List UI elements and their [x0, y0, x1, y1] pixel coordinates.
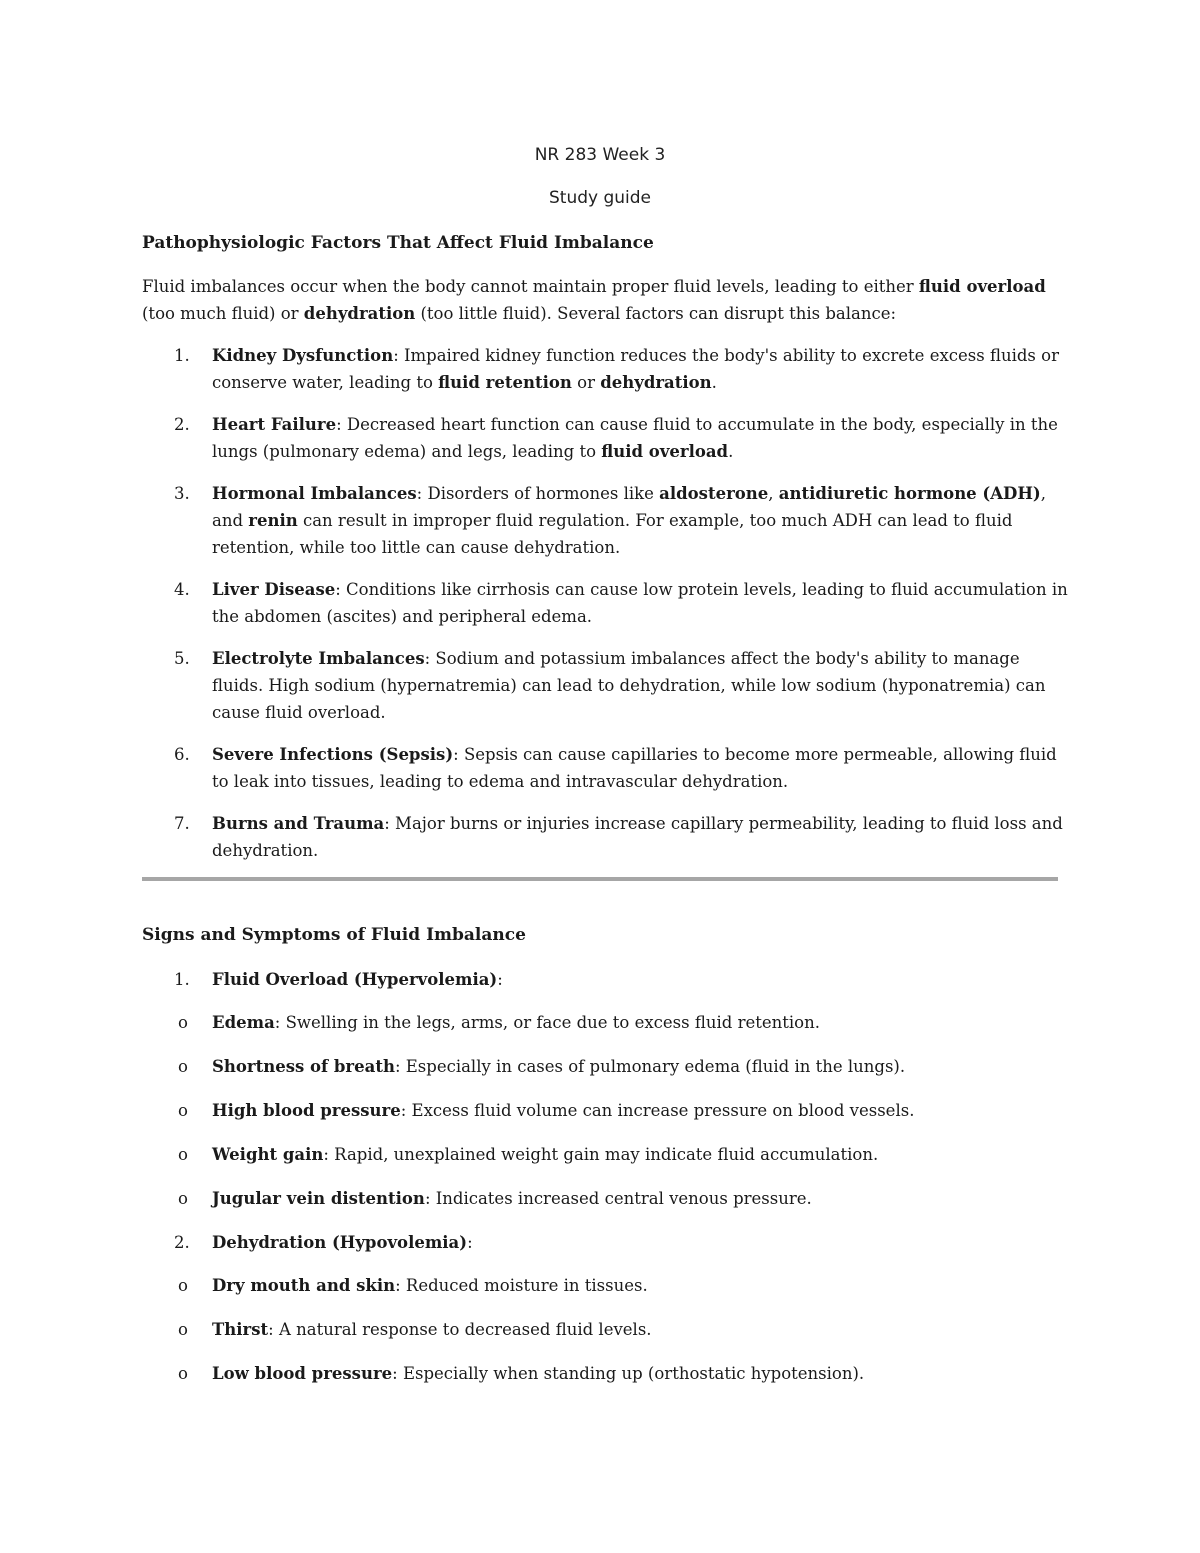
intro-bold-term: dehydration — [303, 304, 416, 323]
sub-text: : Especially in cases of pulmonary edema (fluid in the lungs). — [394, 1057, 906, 1076]
horizontal-divider — [142, 877, 1058, 881]
list-text: : Decreased heart function can cause fluid to accumulate in the body, especially in the lungs (pulmonary edema) and legs, leading to — [212, 415, 1058, 461]
list-term: Electrolyte Imbalances — [212, 649, 425, 668]
list-term: Severe Infections (Sepsis) — [212, 745, 454, 764]
sub-term: Dry mouth and skin — [212, 1276, 396, 1295]
list-number: 3. — [174, 484, 190, 503]
list-text: can result in improper fluid regulation. For example, too much ADH can lead to fluid retention, while too little can cause dehydration. — [212, 511, 1013, 557]
bullet-icon: o — [178, 1320, 188, 1339]
sub-term: Thirst — [212, 1320, 269, 1339]
list-bold: antidiuretic hormone (ADH) — [778, 484, 1041, 503]
list-item — [142, 480, 1072, 561]
intro-paragraph — [142, 273, 1062, 327]
sub-term: Shortness of breath — [212, 1057, 395, 1076]
list-number: 5. — [174, 649, 190, 668]
sub-list-item — [178, 1053, 1072, 1080]
sub-term: High blood pressure — [212, 1101, 401, 1120]
list-text: : Sodium and potassium imbalances affect the body's ability to manage fluids. High sodium (hypernatremia) can lead to dehydration, while low sodium (hyponatremia) can cause fluid overload. — [212, 649, 1046, 722]
bullet-icon: o — [178, 1189, 188, 1208]
bullet-icon: o — [178, 1013, 188, 1032]
sub-list — [178, 1009, 1072, 1212]
list-number: 1. — [174, 346, 190, 365]
factors-list — [142, 342, 1072, 879]
symptom-group-overload — [142, 966, 1072, 1212]
section-heading-factors: Pathophysiologic Factors That Affect Fluid Imbalance — [142, 233, 654, 253]
list-item — [142, 342, 1072, 396]
bullet-icon: o — [178, 1057, 188, 1076]
list-text: . — [728, 442, 734, 461]
intro-text: (too much fluid) or — [142, 304, 304, 323]
symptoms-list — [142, 966, 1072, 1404]
bullet-icon: o — [178, 1145, 188, 1164]
intro-bold-term: fluid overload — [918, 277, 1046, 296]
list-number: 1. — [174, 970, 190, 989]
list-term: Kidney Dysfunction — [212, 346, 394, 365]
list-number: 6. — [174, 745, 190, 764]
sub-text: : Rapid, unexplained weight gain may indicate fluid accumulation. — [323, 1145, 879, 1164]
sub-list-item — [178, 1141, 1072, 1168]
list-item — [142, 810, 1072, 864]
sub-term: Weight gain — [212, 1145, 324, 1164]
group-suffix: : — [467, 1233, 473, 1252]
sub-text: : Reduced moisture in tissues. — [395, 1276, 648, 1295]
list-term: Liver Disease — [212, 580, 336, 599]
document-title: NR 283 Week 3 — [534, 145, 666, 165]
sub-list-item — [178, 1360, 1072, 1387]
list-text: , — [768, 484, 779, 503]
sub-text: : Excess fluid volume can increase pressure on blood vessels. — [400, 1101, 915, 1120]
list-number: 2. — [174, 415, 190, 434]
sub-text: : Swelling in the legs, arms, or face due to excess fluid retention. — [274, 1013, 820, 1032]
list-text: : Conditions like cirrhosis can cause low protein levels, leading to fluid accumulation in the abdomen (ascites) and peripheral edema. — [212, 580, 1068, 626]
list-text: : Major burns or injuries increase capillary permeability, leading to fluid loss and dehydration. — [212, 814, 1063, 860]
bullet-icon: o — [178, 1276, 188, 1295]
sub-text: : Indicates increased central venous pressure. — [424, 1189, 812, 1208]
sub-list-item — [178, 1185, 1072, 1212]
sub-term: Edema — [212, 1013, 275, 1032]
list-text: or — [571, 373, 601, 392]
intro-text: (too little fluid). Several factors can disrupt this balance: — [415, 304, 897, 323]
section-heading-symptoms: Signs and Symptoms of Fluid Imbalance — [142, 925, 526, 945]
list-item — [142, 645, 1072, 726]
sub-list-item — [178, 1272, 1072, 1299]
list-term: Hormonal Imbalances — [212, 484, 417, 503]
bullet-icon: o — [178, 1364, 188, 1383]
sub-text: : A natural response to decreased fluid levels. — [268, 1320, 652, 1339]
list-text: : Disorders of hormones like — [416, 484, 660, 503]
symptom-group-dehydration — [142, 1229, 1072, 1387]
sub-list — [178, 1272, 1072, 1387]
list-bold: dehydration — [600, 373, 712, 392]
list-bold: renin — [248, 511, 298, 530]
sub-term: Jugular vein distention — [212, 1189, 425, 1208]
list-number: 7. — [174, 814, 190, 833]
list-term: Burns and Trauma — [212, 814, 385, 833]
list-number: 4. — [174, 580, 190, 599]
list-text: : Sepsis can cause capillaries to become more permeable, allowing fluid to leak into tissues, leading to edema and intravascular dehydration. — [212, 745, 1057, 791]
list-item — [142, 741, 1072, 795]
list-text: , and — [212, 484, 1046, 530]
list-number: 2. — [174, 1233, 190, 1252]
list-text: : Impaired kidney function reduces the body's ability to excrete excess fluids or conserve water, leading to — [212, 346, 1059, 392]
list-bold: fluid retention — [438, 373, 572, 392]
list-bold: aldosterone — [659, 484, 769, 503]
group-suffix: : — [497, 970, 503, 989]
sub-text: : Especially when standing up (orthostatic hypotension). — [392, 1364, 865, 1383]
sub-list-item — [178, 1097, 1072, 1124]
list-text: . — [711, 373, 717, 392]
sub-list-item — [178, 1316, 1072, 1343]
group-term: Dehydration (Hypovolemia) — [212, 1233, 468, 1252]
sub-term: Low blood pressure — [212, 1364, 393, 1383]
list-bold: fluid overload — [601, 442, 729, 461]
sub-list-item — [178, 1009, 1072, 1036]
list-term: Heart Failure — [212, 415, 337, 434]
group-term: Fluid Overload (Hypervolemia) — [212, 970, 498, 989]
bullet-icon: o — [178, 1101, 188, 1120]
document-subtitle: Study guide — [548, 188, 652, 208]
list-item — [142, 411, 1072, 465]
intro-text: Fluid imbalances occur when the body cannot maintain proper fluid levels, leading to either — [142, 277, 919, 296]
list-item — [142, 576, 1072, 630]
